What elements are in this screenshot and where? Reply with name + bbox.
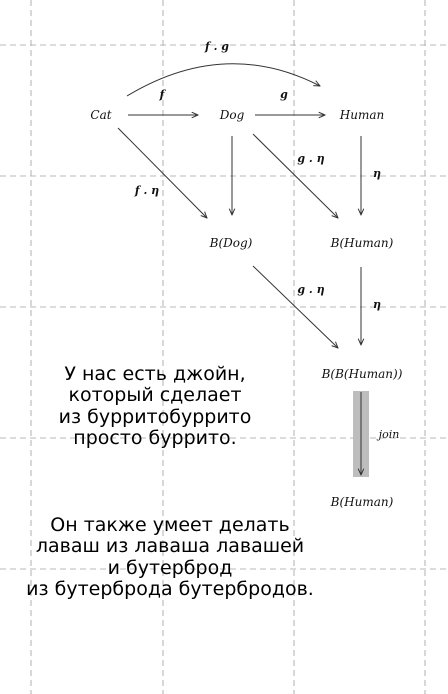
label-g: g [280, 88, 288, 101]
caption-lavash: Он также умеет делать лаваш из лаваша лавашей и бутерброд из бутерброда бутербродов. [26, 514, 314, 601]
arrow-cat-human-fg [127, 64, 320, 96]
label-eta-top: η [373, 167, 381, 180]
label-join: join [378, 428, 400, 441]
label-f: f [159, 88, 165, 101]
node-b-human: B(Human) [330, 236, 394, 250]
label-g-eta-bottom: g . η [297, 283, 325, 296]
node-b-human-result: B(Human) [330, 495, 394, 509]
node-b-dog: B(Dog) [209, 236, 253, 250]
label-eta-bottom: η [373, 298, 381, 311]
node-cat: Cat [90, 108, 112, 122]
node-dog: Dog [219, 108, 245, 122]
caption-join: У нас есть джойн, который сделает из бурритобуррито просто буррито. [58, 363, 252, 450]
label-f-eta: f . η [134, 184, 160, 197]
node-human: Human [339, 108, 385, 122]
label-fg: f . g [205, 40, 229, 53]
node-bb-human: B(B(Human)) [321, 367, 403, 381]
label-g-eta-top: g . η [297, 152, 325, 165]
